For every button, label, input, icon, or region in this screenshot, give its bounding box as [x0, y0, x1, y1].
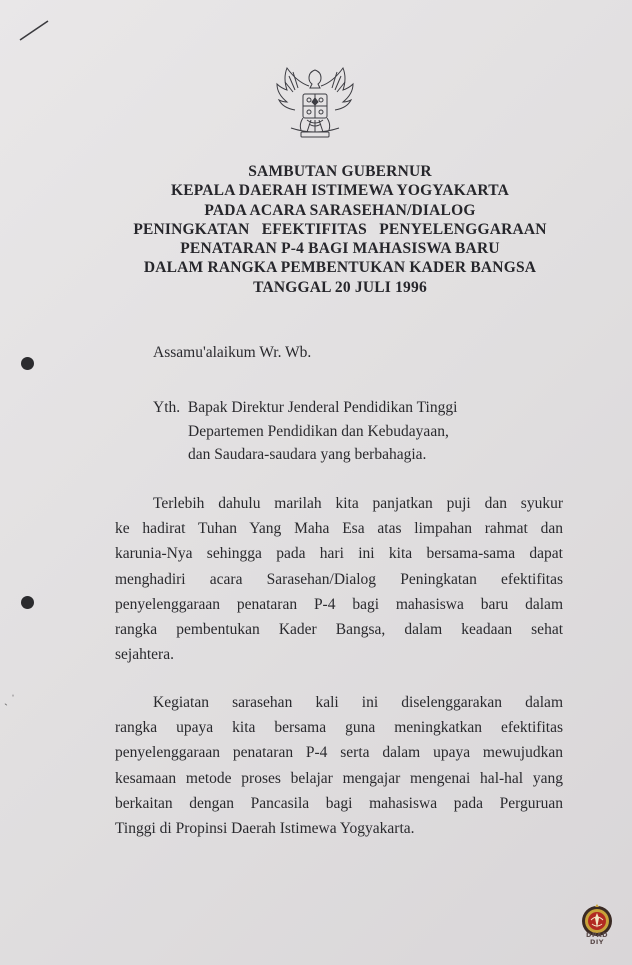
stamp-label-line: DPAD	[586, 931, 608, 939]
paper-speck: ˎ ˈ	[4, 692, 15, 706]
stamp-label-line: DIY	[589, 938, 605, 946]
paragraph-line: karunia-Nya sehingga pada hari ini kita bersama-sama dapat	[115, 545, 563, 563]
paragraph-line: Terlebih dahulu marilah kita panjatkan puji dan syukur	[153, 495, 563, 512]
address-block	[153, 396, 457, 467]
title-line: SAMBUTAN GUBERNUR	[248, 163, 432, 180]
paragraph-line: ke hadirat Tuhan Yang Maha Esa atas limpahan rahmat dan	[115, 520, 563, 538]
address-line: Departemen Pendidikan dan Kebudayaan,	[188, 422, 449, 440]
title-line: KEPALA DAERAH ISTIMEWA YOGYAKARTA	[170, 182, 510, 200]
punch-hole	[21, 596, 34, 609]
pen-mark	[16, 18, 52, 42]
garuda-emblem-icon	[273, 62, 357, 144]
paragraph-line: penyelenggaraan penataran P-4 serta dalam upaya mewujudkan	[115, 744, 563, 762]
stamp-label	[576, 932, 618, 946]
paragraph-line: sejahtera.	[115, 646, 174, 664]
paragraph-line: kesamaan metode proses belajar mengajar mengenai hal-hal yang	[115, 769, 563, 787]
title-line: PADA ACARA SARASEHAN/DIALOG	[204, 201, 476, 219]
address-line: Yth. Bapak Direktur Jenderal Pendidikan Tinggi	[153, 399, 458, 416]
paragraph-line: berkaitan dengan Pancasila bagi mahasiswa pada Perguruan	[115, 794, 563, 812]
paragraph-line: penyelenggaraan penataran P-4 bagi mahasiswa baru dalam	[115, 595, 563, 613]
address-line: dan Saudara-saudara yang berbahagia.	[188, 446, 427, 463]
paragraph-opening	[115, 491, 563, 667]
paragraph-line: rangka upaya kita bersama guna meningkatkan efektifitas	[115, 719, 563, 737]
title-line: TANGGAL 20 JULI 1996	[253, 278, 427, 296]
paragraph-line: menghadiri acara Sarasehan/Dialog Peningkatan efektifitas	[115, 570, 563, 588]
paragraph-line: Kegiatan sarasehan kali ini diselenggarakan dalam	[153, 694, 563, 711]
paragraph-line: Tinggi di Propinsi Daerah Istimewa Yogyakarta.	[115, 819, 415, 837]
document-title	[60, 162, 620, 297]
title-line: DALAM RANGKA PEMBENTUKAN KADER BANGSA	[143, 259, 537, 277]
paragraph-activity	[115, 690, 563, 841]
title-line: PENATARAN P-4 BAGI MAHASISWA BARU	[180, 240, 500, 258]
greeting: Assamu'alaikum Wr. Wb.	[153, 344, 312, 361]
paragraph-line: rangka pembentukan Kader Bangsa, dalam keadaan sehat	[115, 620, 563, 638]
title-line: PENINGKATAN EFEKTIFITAS PENYELENGGARAAN	[133, 220, 547, 238]
punch-hole	[21, 357, 34, 370]
